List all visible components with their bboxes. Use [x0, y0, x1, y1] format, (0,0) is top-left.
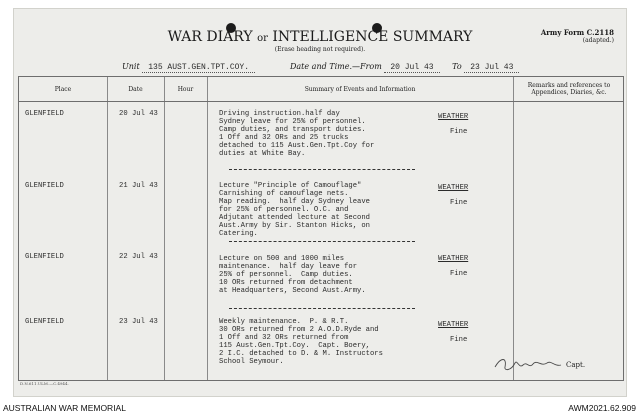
- from-date: 20 Jul 43: [384, 63, 439, 73]
- entry-summary: Lecture "Principle of Camouflage" Carnishing of camouflage nets. Map reading. half day Sydney leave for 25% of personnel. O.C. and Adjutant attended lecture at Second Aust.Army by Sir. Stanton Hicks, on Catering.: [219, 182, 370, 238]
- weather-value: Fine: [450, 128, 468, 136]
- entry-place: GLENFIELD: [25, 253, 64, 261]
- entry-divider: [229, 308, 415, 309]
- entry-divider: [229, 169, 415, 170]
- archive-caption: AUSTRALIAN WAR MEMORIAL: [3, 403, 126, 413]
- header-place: Place: [54, 85, 72, 93]
- weather-heading: WEATHER: [438, 255, 469, 263]
- signature-rank: Capt.: [566, 361, 586, 369]
- print-code: D.N.611.ULM.—C.4944.: [20, 381, 69, 386]
- entry-summary: Lecture on 500 and 1000 miles maintenance. half day leave for 25% of personnel. Camp duties. 10 ORs returned from detachment at Headquarters, Second Aust.Army.: [219, 255, 366, 295]
- weather-value: Fine: [450, 336, 468, 344]
- form-title: WAR DIARY or INTELLIGENCE SUMMARY: [167, 29, 473, 45]
- weather-value: Fine: [450, 199, 468, 207]
- weather-heading: WEATHER: [438, 113, 469, 121]
- archive-reference: AWM2021.62.909: [568, 403, 636, 413]
- date-range-line: Date and Time.—From 20 Jul 43 To 23 Jul 43: [290, 62, 519, 72]
- entry-date: 22 Jul 43: [119, 253, 158, 261]
- army-form-reference: Army Form C.2118 (adapted.): [540, 28, 614, 44]
- entry-place: GLENFIELD: [25, 182, 64, 190]
- weather-heading: WEATHER: [438, 321, 469, 329]
- entry-summary: Driving instruction.half day Sydney leave for 25% of personnel. Camp duties, and transport duties. 1 Off and 32 ORs and 25 trucks detached to 115 Aust.Gen.Tpt.Coy for duties at White Bay.: [219, 110, 375, 158]
- weather-heading: WEATHER: [438, 184, 469, 192]
- entry-date: 23 Jul 43: [119, 318, 158, 326]
- header-hour: Hour: [177, 85, 194, 93]
- entry-place: GLENFIELD: [25, 318, 64, 326]
- handwritten-signature: [491, 353, 563, 375]
- to-date: 23 Jul 43: [464, 63, 519, 73]
- diary-table: [18, 76, 624, 381]
- header-date: Date: [128, 85, 143, 93]
- weather-value: Fine: [450, 270, 468, 278]
- entry-divider: [229, 241, 415, 242]
- entry-date: 21 Jul 43: [119, 182, 158, 190]
- header-remarks: Remarks and references to Appendices, Diaries, &c.: [527, 82, 611, 96]
- war-diary-sheet: [13, 8, 627, 397]
- unit-line: Unit 135 AUST.GEN.TPT.COY.: [122, 62, 255, 72]
- entry-summary: Weekly maintenance. P. & R.T. 30 ORs returned from 2 A.O.D.Ryde and 1 Off and 32 ORs returned from 115 Aust.Gen.Tpt.Coy. Capt. Boery, 2 I.C. detached to D. & M. Instructors School Seymour.: [219, 318, 383, 366]
- form-subtitle: (Erase heading not required).: [274, 46, 366, 53]
- entry-place: GLENFIELD: [25, 110, 64, 118]
- entry-date: 20 Jul 43: [119, 110, 158, 118]
- header-summary: Summary of Events and Information: [304, 85, 416, 93]
- unit-value: 135 AUST.GEN.TPT.COY.: [142, 63, 255, 73]
